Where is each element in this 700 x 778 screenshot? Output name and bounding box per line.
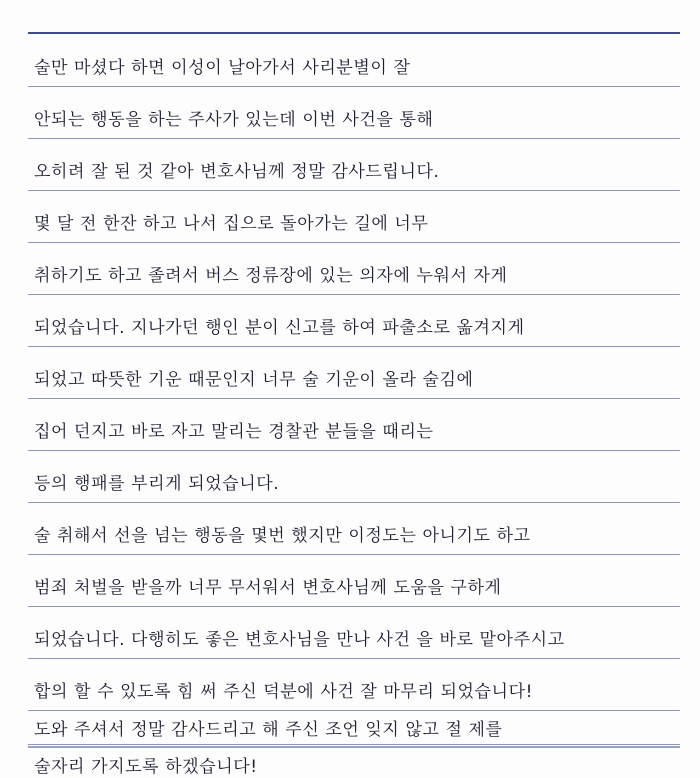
handwritten-line: 등의 행패를 부리게 되었습니다.	[34, 474, 280, 494]
ruled-line	[28, 450, 680, 503]
handwritten-line: 집어 던지고 바로 자고 말리는 경찰관 분들을 때리는	[34, 422, 434, 442]
handwritten-line: 술자리 가지도록 하겠습니다!	[34, 757, 258, 777]
ruled-line	[28, 190, 680, 243]
handwritten-line: 취하기도 하고 졸려서 버스 정류장에 있는 의자에 누워서 자게	[34, 266, 508, 286]
ruled-line	[28, 86, 680, 139]
handwritten-line: 술 취해서 선을 넘는 행동을 몇번 했지만 이정도는 아니기도 하고	[34, 526, 531, 546]
ruled-line	[28, 502, 680, 555]
ruled-line	[28, 398, 680, 451]
handwritten-line: 오히려 잘 된 것 같아 변호사님께 정말 감사드립니다.	[34, 162, 440, 182]
bottom-margin-rule	[28, 746, 680, 748]
ruled-line	[28, 242, 680, 295]
ruled-line	[28, 710, 680, 745]
handwritten-line: 합의 할 수 있도록 힘 써 주신 덕분에 사건 잘 마무리 되었습니다!	[34, 682, 534, 702]
handwritten-line: 몇 달 전 한잔 하고 나서 집으로 돌아가는 길에 너무	[34, 214, 429, 234]
ruled-line	[28, 294, 680, 347]
handwritten-line: 되었고 따뜻한 기운 때문인지 너무 술 기운이 올라 술김에	[34, 370, 474, 390]
ruled-line	[28, 606, 680, 659]
ruled-line	[28, 138, 680, 191]
ruled-line	[28, 658, 680, 711]
ruled-line	[28, 34, 680, 87]
handwritten-line: 되었습니다. 지나가던 행인 분이 신고를 하여 파출소로 옮겨지게	[34, 318, 525, 338]
ruled-line	[28, 554, 680, 607]
ruled-line	[28, 346, 680, 399]
handwritten-line: 술만 마셨다 하면 이성이 날아가서 사리분별이 잘	[34, 58, 411, 78]
handwritten-line: 안되는 행동을 하는 주사가 있는데 이번 사건을 통해	[34, 110, 434, 130]
handwritten-line: 범죄 처벌을 받을까 너무 무서워서 변호사님께 도움을 구하게	[34, 578, 502, 598]
handwritten-line: 되었습니다. 다행히도 좋은 변호사님을 만나 사건 을 바로 맡아주시고	[34, 630, 565, 650]
handwritten-line: 도와 주셔서 정말 감사드리고 해 주신 조언 잊지 않고 절 제를	[34, 720, 503, 740]
